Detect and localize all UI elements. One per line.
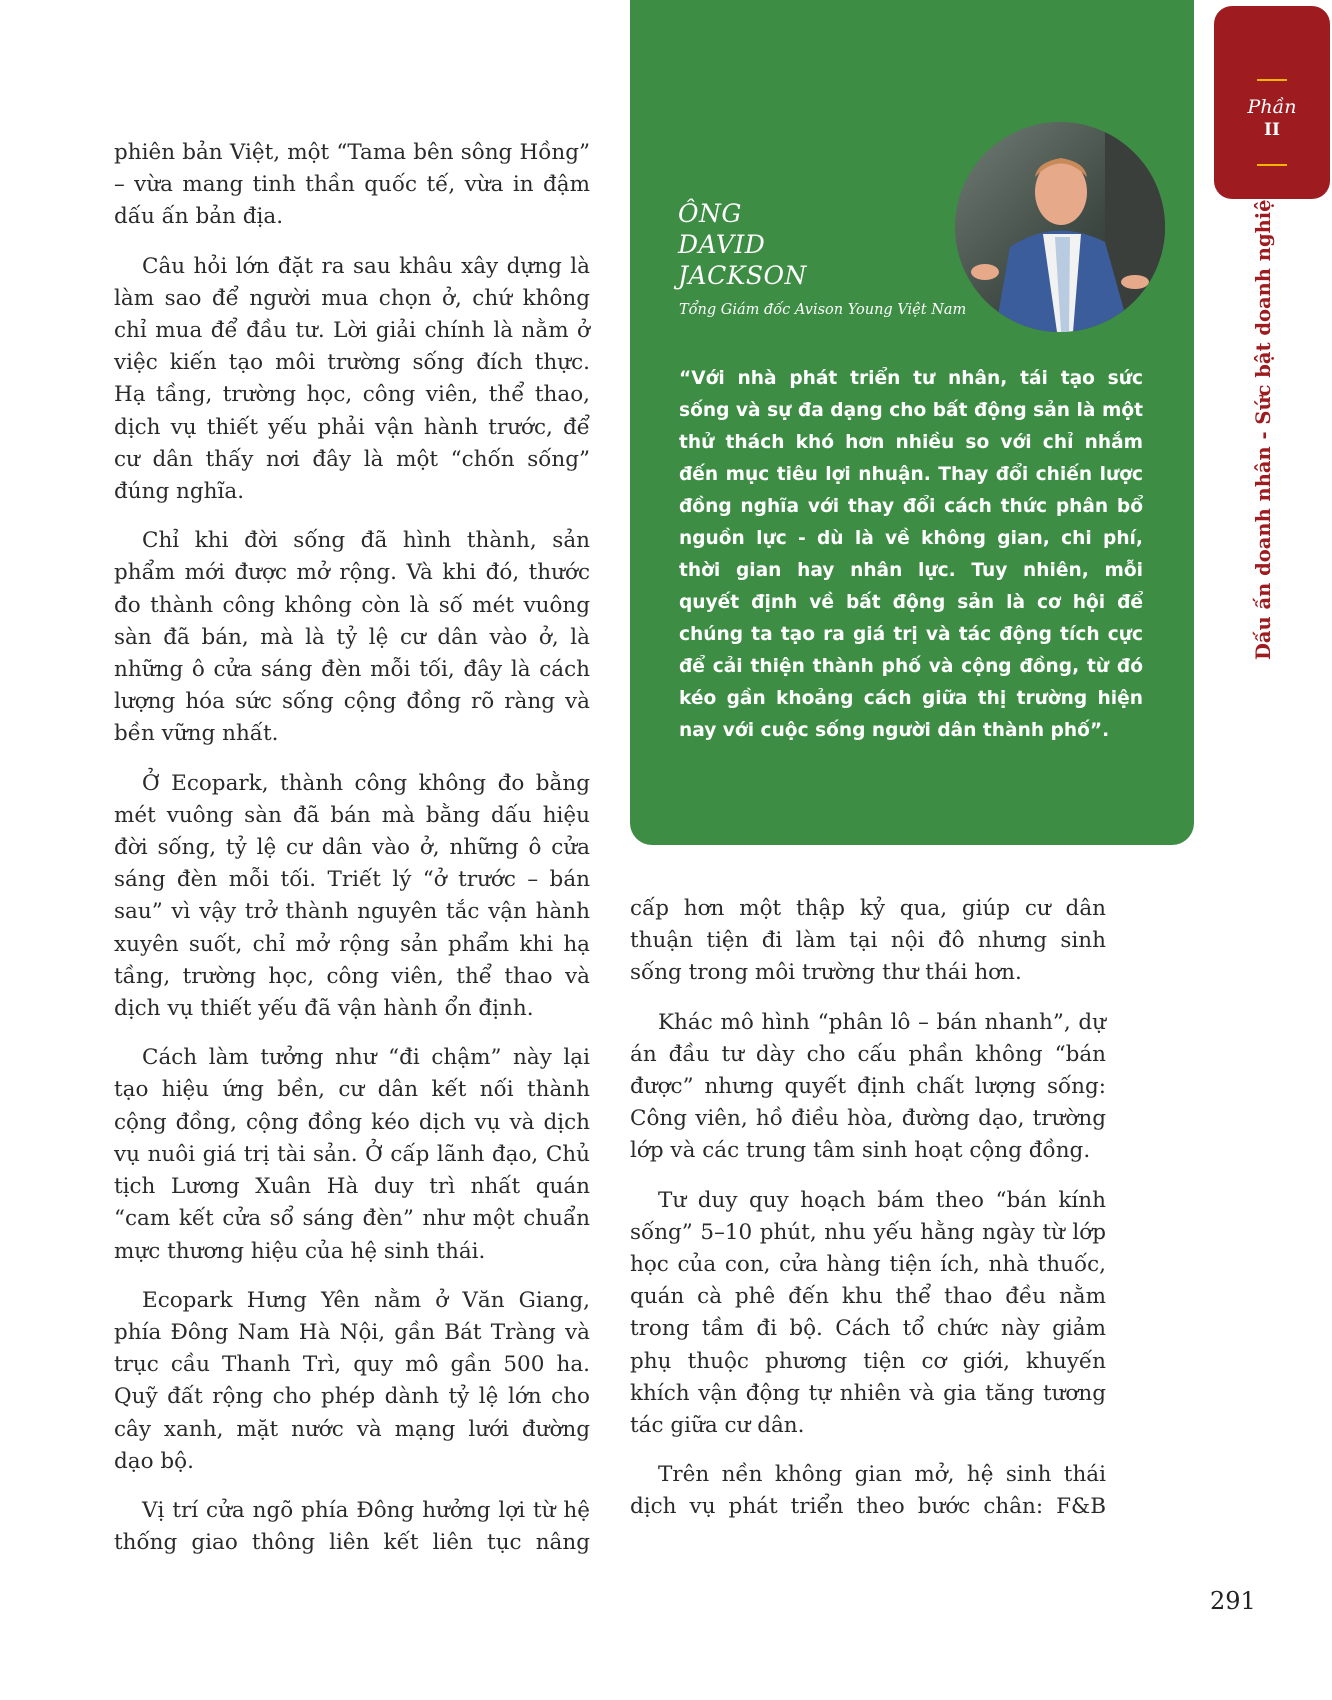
paragraph: Vị trí cửa ngõ phía Đông hưởng lợi từ hệ thống giao thông liên kết liên tục nâng [114, 1497, 590, 1556]
paragraph: Câu hỏi lớn đặt ra sau khâu xây dựng là làm sao để người mua chọn ở, chứ không chỉ mua để đầu tư. Lời giải chính là nằm ở việc kiến tạo môi trường sống đích thực. Hạ tầng, trường học, công viên, thể thao, dịch vụ thiết yếu phải vận hành trước, để cư dân thấy nơi đây là một “chốn sống” đúng nghĩa. [114, 253, 590, 505]
paragraph: Khác mô hình “phân lô – bán nhanh”, dự án đầu tư dày cho cấu phần không “bán được” nhưng quyết định chất lượng sống: Công viên, hồ điều hòa, đường dạo, trường lớp và các trung tâm sinh hoạt cộng đồng. [630, 1009, 1106, 1164]
left-column [114, 137, 590, 1576]
right-column [630, 893, 1106, 1541]
quote-text: “Với nhà phát triển tư nhân, tái tạo sức sống và sự đa dạng cho bất động sản là một thử thách khó hơn nhiều so với chỉ nhắm đến mục tiêu lợi nhuận. Thay đổi chiến lược đồng nghĩa với thay đổi cách thức phân bổ nguồn lực - dù là về không gian, chi phí, thời gian hay nhân lực. Tuy nhiên, mỗi quyết định về bất động sản là cơ hội để chúng ta tạo ra giá trị và tác động tích cực để cải thiện thành phố và cộng đồng, từ đó kéo gần khoảng cách giữa thị trường hiện nay với cuộc sống người dân thành phố”. [679, 368, 1143, 741]
paragraph: phiên bản Việt, một “Tama bên sông Hồng” – vừa mang tinh thần quốc tế, vừa in đậm dấu ấn bản địa. [114, 140, 590, 230]
section-label: Phần [1247, 96, 1297, 118]
paragraph: cấp hơn một thập kỷ qua, giúp cư dân thuận tiện đi làm tại nội đô nhưng sinh sống trong môi trường thư thái hơn. [630, 896, 1106, 986]
section-tab [1214, 6, 1330, 199]
section-number: II [1264, 120, 1280, 140]
speaker-role: Tổng Giám đốc Avison Young Việt Nam [679, 302, 967, 318]
paragraph: Chỉ khi đời sống đã hình thành, sản phẩm mới được mở rộng. Và khi đó, thước đo thành công không còn là số mét vuông sàn đã bán, mà là tỷ lệ cư dân vào ở, là những ô cửa sáng đèn mỗi tối, đây là cách lượng hóa sức sống cộng đồng rõ ràng và bền vững nhất. [114, 528, 590, 747]
divider [1257, 164, 1287, 166]
speaker-name [678, 198, 807, 291]
divider [1257, 79, 1287, 81]
paragraph: Cách làm tưởng như “đi chậm” này lại tạo hiệu ứng bền, cư dân kết nối thành cộng đồng, cộng đồng kéo dịch vụ và dịch vụ nuôi giá trị tài sản. Ở cấp lãnh đạo, Chủ tịch Lương Xuân Hà duy trì nhất quán “cam kết cửa sổ sáng đèn” như một chuẩn mực thương hiệu của hệ sinh thái. [114, 1045, 590, 1264]
name-line: JACKSON [678, 261, 807, 290]
paragraph: Ecopark Hưng Yên nằm ở Văn Giang, phía Đông Nam Hà Nội, gần Bát Tràng và trục cầu Thanh Trì, quy mô gần 500 ha. Quỹ đất rộng cho phép dành tỷ lệ lớn cho cây xanh, mặt nước và mạng lưới đường dạo bộ. [114, 1287, 590, 1474]
paragraph: Trên nền không gian mở, hệ sinh thái dịch vụ phát triển theo bước chân: F&B [630, 1462, 1106, 1520]
quote-box [630, 0, 1194, 845]
page-number: 291 [1210, 1587, 1256, 1615]
paragraph: Tư duy quy hoạch bám theo “bán kính sống” 5–10 phút, nhu yếu hằng ngày từ lớp học của con, cửa hàng tiện ích, nhà thuốc, quán cà phê đến khu thể thao đều nằm trong tầm đi bộ. Cách tổ chức này giảm phụ thuộc phương tiện cơ giới, khuyến khích vận động tự nhiên và gia tăng tương tác giữa cư dân. [630, 1187, 1106, 1439]
paragraph: Ở Ecopark, thành công không đo bằng mét vuông sàn đã bán mà bằng dấu hiệu đời sống, tỷ lệ cư dân vào ở, những ô cửa sáng đèn mỗi tối. Triết lý “ở trước – bán sau” vì vậy trở thành nguyên tắc vận hành xuyên suốt, chỉ mở rộng sản phẩm khi hạ tầng, trường học, công viên, thể thao và dịch vụ thiết yếu đã vận hành ổn định. [114, 770, 590, 1022]
name-line: DAVID [678, 230, 766, 259]
speaker-photo [955, 122, 1165, 332]
running-title: Dấu ấn doanh nhân - Sức bật doanh nghiệp [1252, 185, 1275, 660]
name-line: ÔNG [678, 199, 742, 228]
